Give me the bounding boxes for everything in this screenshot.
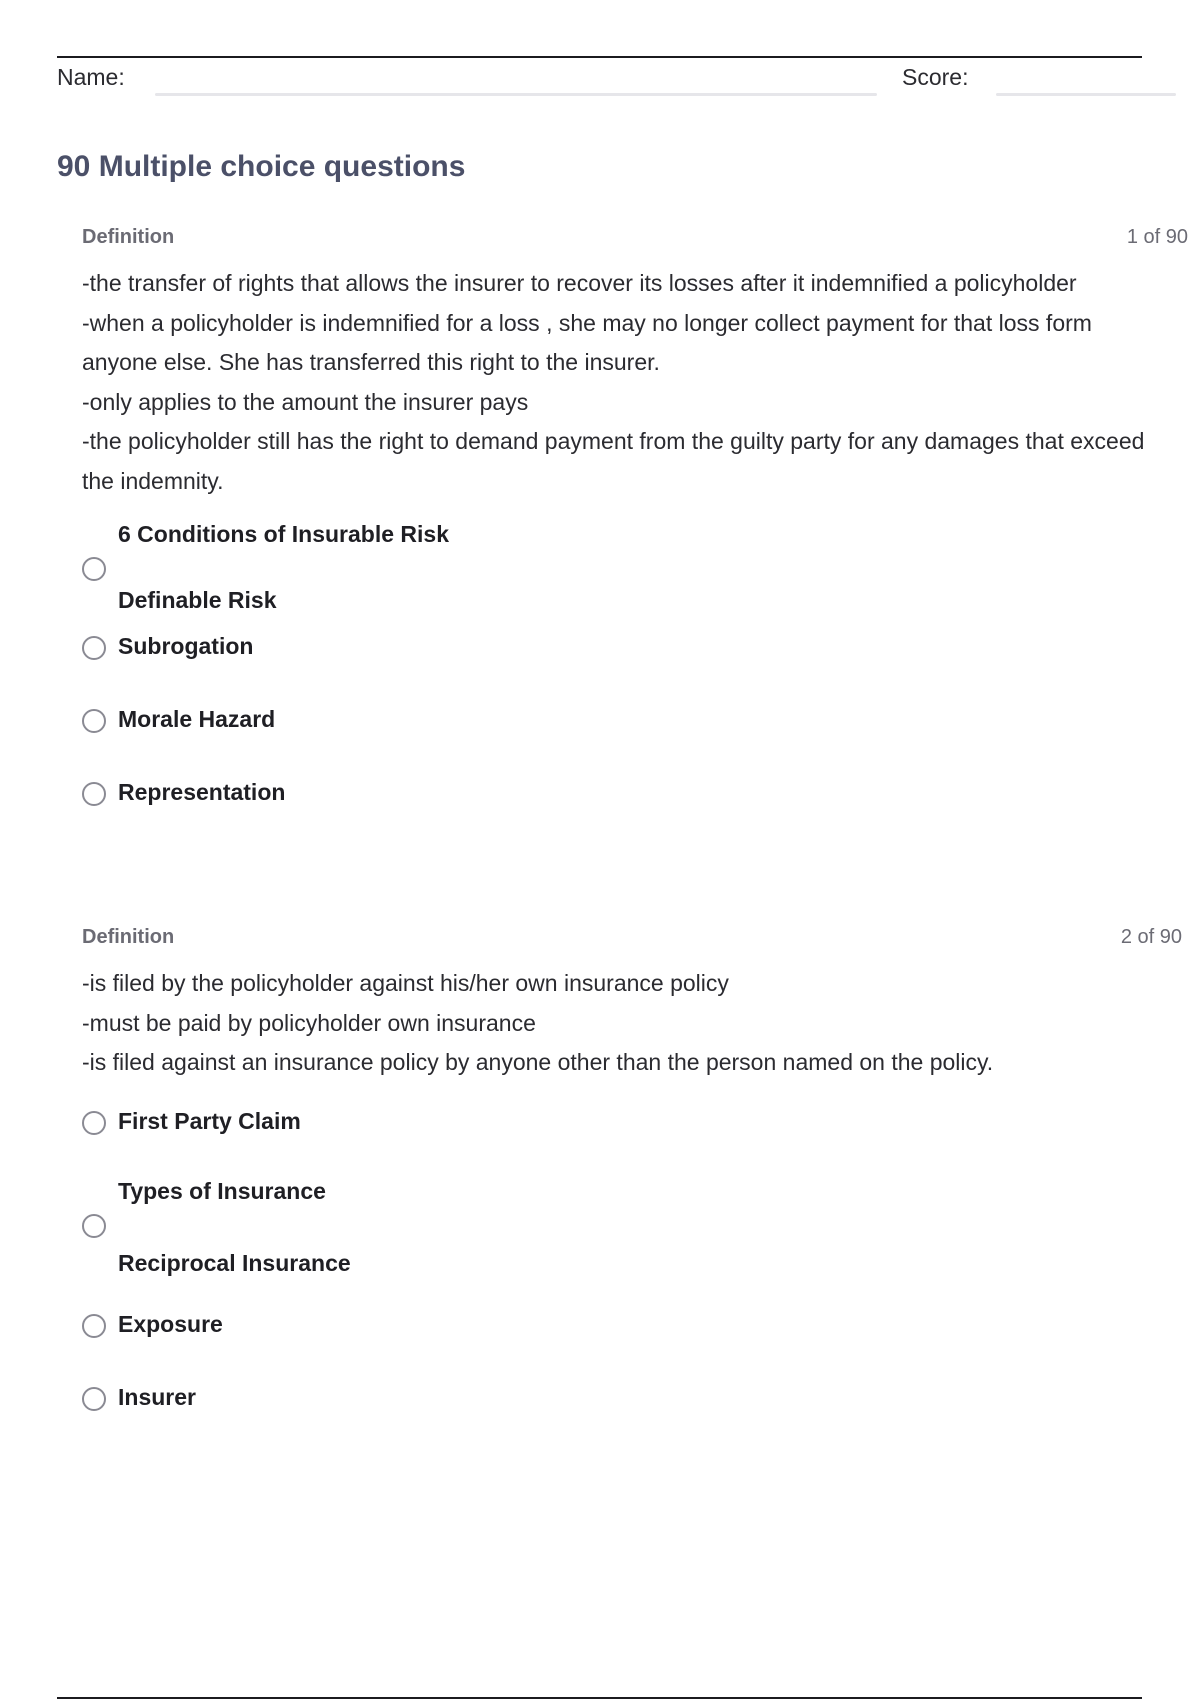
option-label: Subrogation: [118, 633, 254, 659]
definition-line: -is filed by the policyholder against his/her own insurance policy: [82, 970, 729, 996]
radio-button[interactable]: [82, 1387, 106, 1411]
question-counter: 1 of 90: [1126, 226, 1188, 248]
name-field[interactable]: [155, 93, 877, 96]
definition-line: -must be paid by policyholder own insurance: [82, 1009, 536, 1036]
option-heading: Types of Insurance: [118, 1177, 326, 1204]
score-field[interactable]: [996, 93, 1176, 96]
definition-line: -when a policyholder is indemnified for a loss , she may no longer collect payment for that loss form anyone else. She has transferred this right to the insurer.: [82, 309, 1092, 375]
option-label: Insurer: [118, 1383, 196, 1410]
option-label: First Party Claim: [118, 1107, 301, 1134]
definition-line: -only applies to the amount the insurer pays: [82, 388, 529, 415]
radio-button[interactable]: [82, 782, 106, 806]
question-definition: [82, 964, 1162, 1083]
option-label: Reciprocal Insurance: [118, 1249, 351, 1276]
radio-button[interactable]: [82, 1314, 106, 1338]
top-rule: [57, 56, 1142, 58]
radio-button[interactable]: [82, 709, 106, 733]
name-label: Name:: [57, 64, 125, 90]
definition-line: -the transfer of rights that allows the insurer to recover its losses after it indemnified a policyholder: [82, 270, 1077, 296]
question-definition: [82, 264, 1162, 501]
option-label: Exposure: [118, 1310, 223, 1337]
question-counter: 2 of 90: [1120, 926, 1182, 948]
option-label: Representation: [118, 779, 286, 805]
question-header: [82, 926, 1182, 954]
radio-button[interactable]: [82, 636, 106, 660]
question-2: [82, 926, 1182, 1410]
bottom-rule: [57, 1697, 1142, 1699]
option-heading: 6 Conditions of Insurable Risk: [118, 521, 449, 547]
radio-button[interactable]: [82, 557, 106, 581]
page-title: 90 Multiple choice questions: [57, 150, 466, 183]
question-1: [82, 226, 1188, 805]
radio-button[interactable]: [82, 1214, 106, 1238]
question-label: Definition: [82, 926, 175, 948]
score-label: Score:: [902, 64, 969, 90]
definition-line: -the policyholder still has the right to demand payment from the guilty party for any damages that exceed the indemnity.: [82, 428, 1145, 494]
option-label: Definable Risk: [118, 587, 277, 613]
radio-button[interactable]: [82, 1111, 106, 1135]
definition-line: -is filed against an insurance policy by anyone other than the person named on the policy.: [82, 1049, 994, 1075]
question-label: Definition: [82, 226, 175, 248]
question-header: [82, 226, 1188, 254]
option-label: Morale Hazard: [118, 706, 276, 732]
